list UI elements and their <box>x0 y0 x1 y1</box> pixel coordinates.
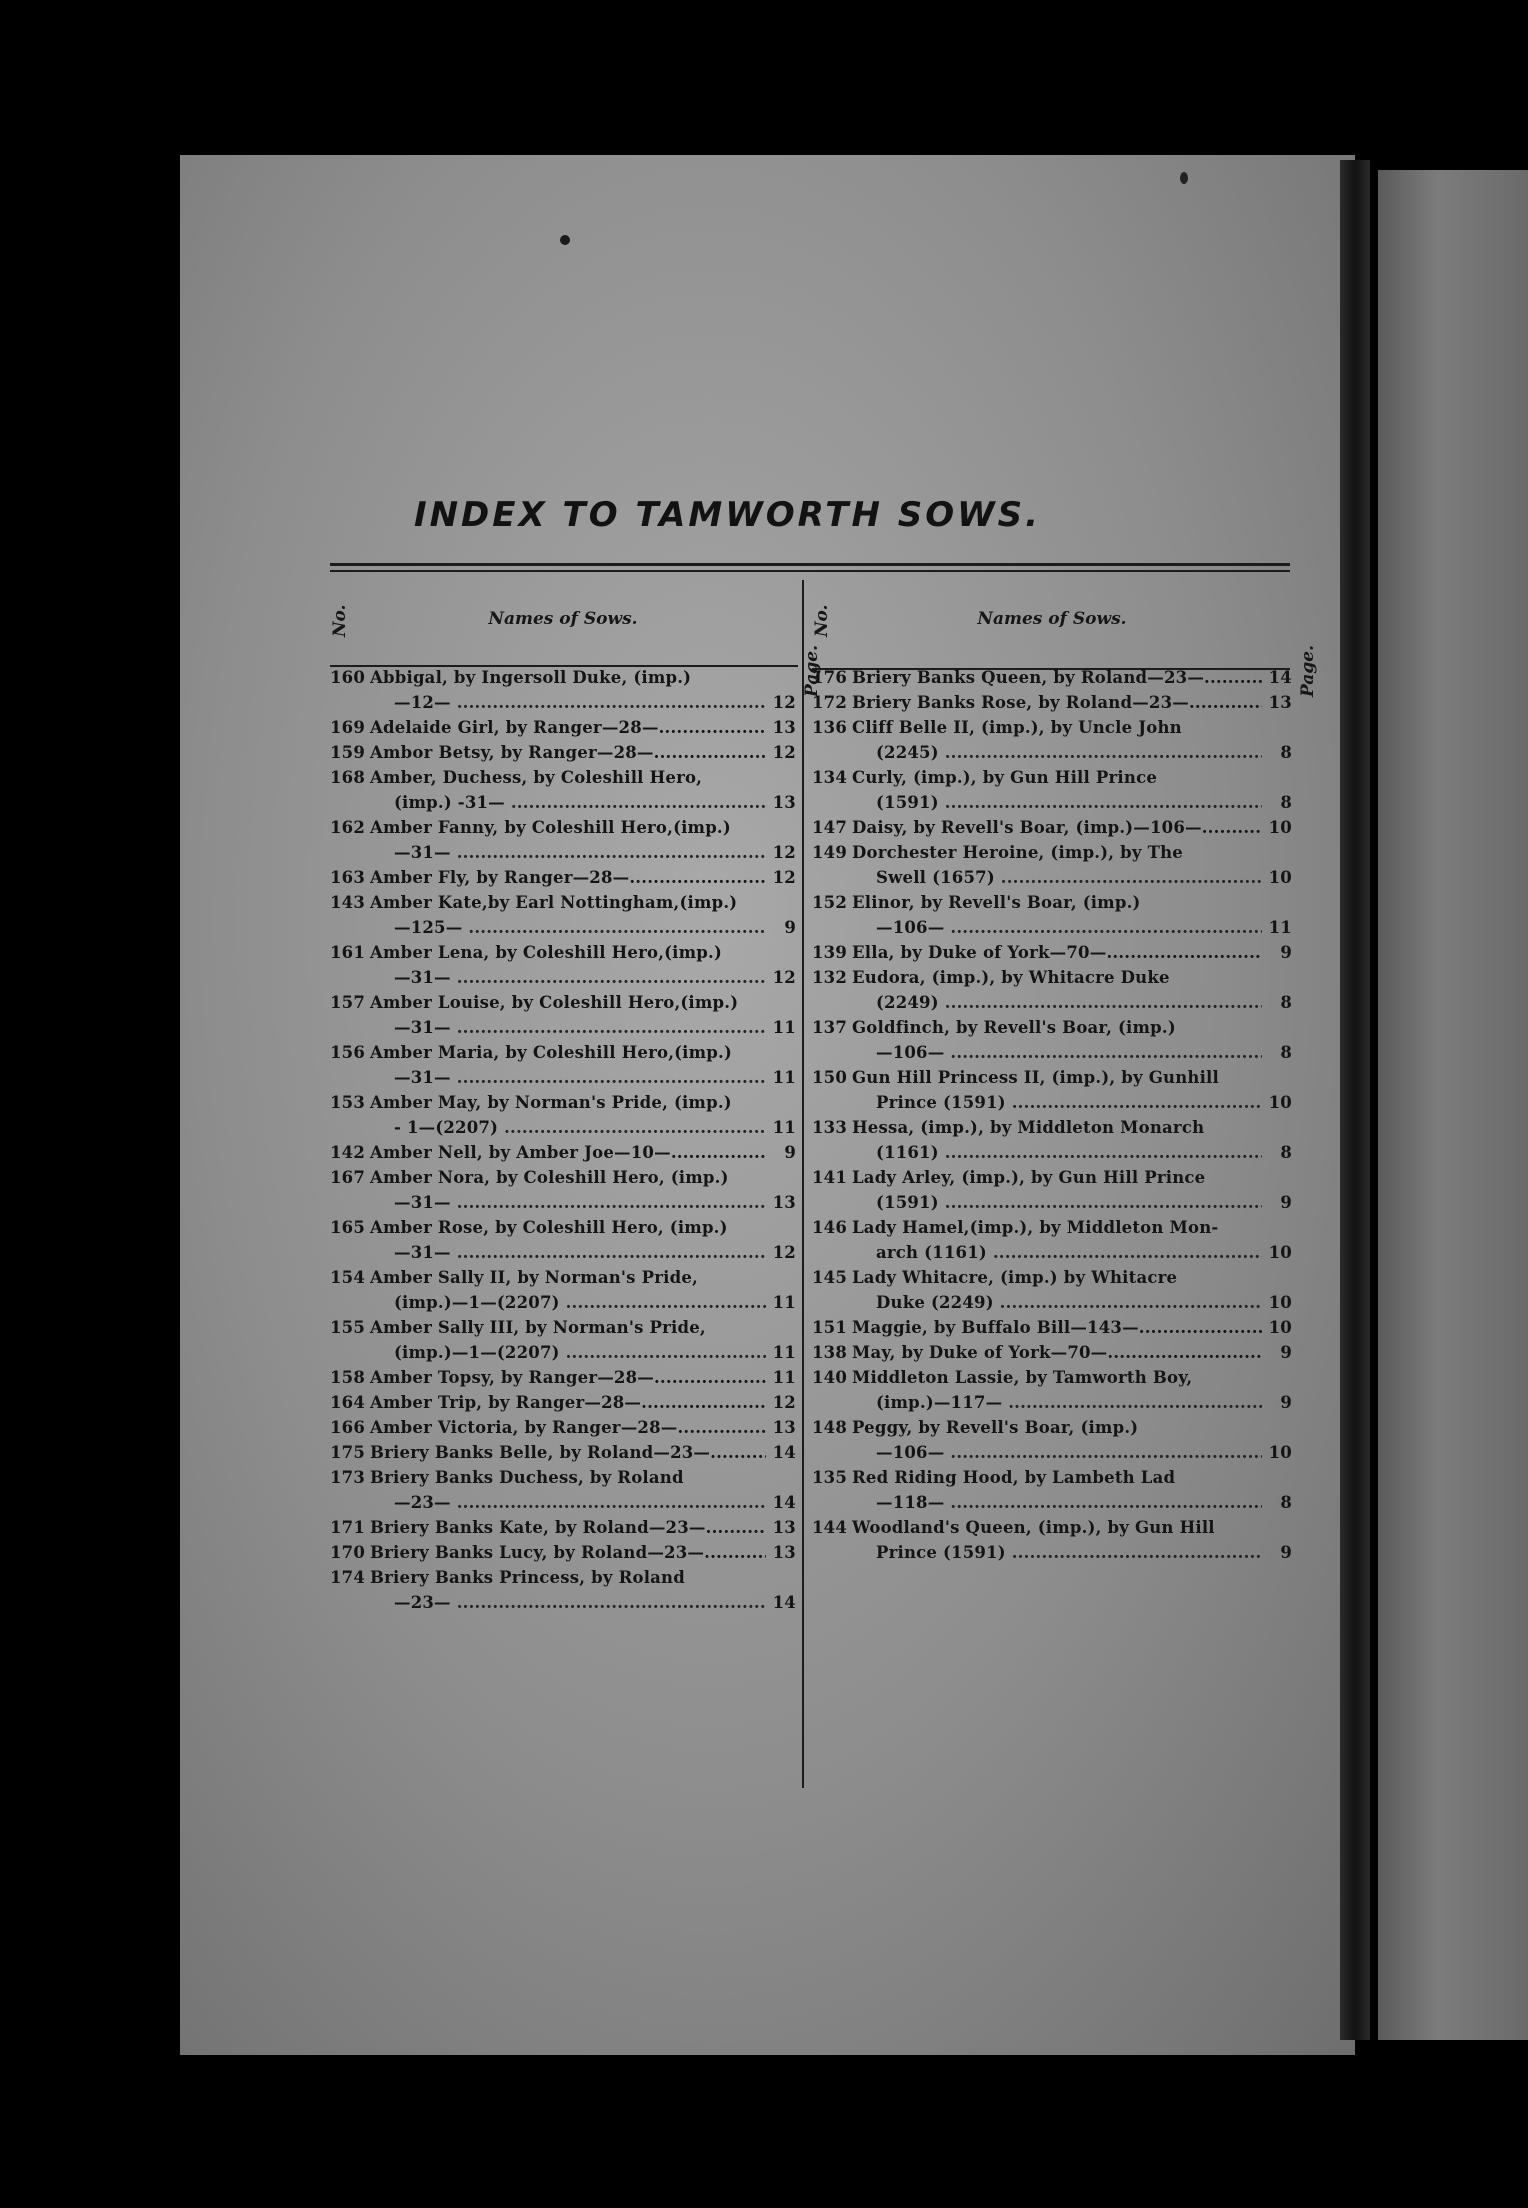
index-entry <box>330 740 796 765</box>
entry-number: 163 <box>330 868 366 887</box>
entry-name: Briery Banks Lucy, by Roland—23— <box>370 1543 705 1562</box>
entry-page: 9 <box>784 918 796 937</box>
entry-page: 12 <box>772 743 796 762</box>
index-entry <box>330 1315 796 1365</box>
dot-leader <box>629 865 766 890</box>
entry-page: 12 <box>772 968 796 987</box>
entry-name: Amber Kate,by Earl Nottingham,(imp.) <box>370 893 738 912</box>
entry-page: 9 <box>784 1143 796 1162</box>
entry-name: Ella, by Duke of York—70— <box>852 943 1107 962</box>
dot-leader <box>1107 1340 1262 1365</box>
entry-number: 139 <box>812 943 848 962</box>
entry-continuation: (imp.)—1—(2207) ..... <box>330 1340 766 1365</box>
entry-page: 8 <box>1280 793 1292 812</box>
entry-number: 154 <box>330 1268 366 1287</box>
entry-number: 134 <box>812 768 848 787</box>
entry-number: 167 <box>330 1168 366 1187</box>
entry-name: Amber Louise, by Coleshill Hero,(imp.) <box>370 993 739 1012</box>
index-entry <box>812 1065 1292 1115</box>
dot-leader <box>641 1390 766 1415</box>
entry-name: Amber Sally III, by Norman's Pride, <box>370 1318 706 1337</box>
entry-number: 171 <box>330 1518 366 1537</box>
entry-name: Eudora, (imp.), by Whitacre Duke <box>852 968 1170 987</box>
entry-number: 161 <box>330 943 366 962</box>
entry-name: Amber Lena, by Coleshill Hero,(imp.) <box>370 943 722 962</box>
entry-page: 10 <box>1268 1293 1292 1312</box>
index-entry <box>812 1465 1292 1515</box>
dot-leader <box>1189 690 1262 715</box>
index-entry <box>812 1165 1292 1215</box>
entry-name: Red Riding Hood, by Lambeth Lad <box>852 1468 1176 1487</box>
entry-page: 12 <box>772 843 796 862</box>
entry-number: 144 <box>812 1518 848 1537</box>
entry-page: 14 <box>772 1493 796 1512</box>
entry-number: 175 <box>330 1443 366 1462</box>
entry-continuation: Prince (1591) ..... <box>812 1540 1262 1565</box>
entry-number: 174 <box>330 1568 366 1587</box>
entry-continuation: (imp.)—1—(2207) ..... <box>330 1290 766 1315</box>
page-title: INDEX TO TAMWORTH SOWS. <box>413 495 1042 535</box>
entry-page: 11 <box>772 1293 796 1312</box>
entry-number: 169 <box>330 718 366 737</box>
entry-page: 13 <box>772 1543 796 1562</box>
dot-leader <box>1202 815 1262 840</box>
dot-leader <box>671 1140 766 1165</box>
entry-number: 160 <box>330 668 366 687</box>
entry-number: 153 <box>330 1093 366 1112</box>
entry-name: Lady Arley, (imp.), by Gun Hill Prince <box>852 1168 1206 1187</box>
header-page: Page. <box>802 645 822 697</box>
entry-page: 10 <box>1268 818 1292 837</box>
entry-page: 11 <box>1268 918 1292 937</box>
index-entry <box>812 1215 1292 1265</box>
dot-leader <box>659 715 766 740</box>
entry-name: Curly, (imp.), by Gun Hill Prince <box>852 768 1158 787</box>
top-rule-thin <box>330 570 1290 572</box>
entry-number: 157 <box>330 993 366 1012</box>
entry-number: 156 <box>330 1043 366 1062</box>
entry-page: 10 <box>1268 1093 1292 1112</box>
index-entry <box>330 1440 796 1465</box>
entry-continuation: (1591) ..... <box>812 790 1262 815</box>
entry-name: Amber Victoria, by Ranger—28— <box>370 1418 678 1437</box>
entry-page: 11 <box>772 1118 796 1137</box>
entry-number: 155 <box>330 1318 366 1337</box>
entry-number: 172 <box>812 693 848 712</box>
entry-page: 14 <box>1268 668 1292 687</box>
entry-page: 13 <box>772 1418 796 1437</box>
entry-page: 13 <box>1268 693 1292 712</box>
index-entry <box>330 765 796 815</box>
ink-spot <box>560 235 570 245</box>
index-entry <box>812 965 1292 1015</box>
index-entry <box>812 1315 1292 1340</box>
entry-name: May, by Duke of York—70— <box>852 1343 1108 1362</box>
column-divider <box>802 580 804 1788</box>
entry-continuation: (2245) ..... <box>812 740 1262 765</box>
entry-name: Ambor Betsy, by Ranger—28— <box>370 743 654 762</box>
entry-page: 14 <box>772 1443 796 1462</box>
entry-number: 159 <box>330 743 366 762</box>
index-entry <box>812 1015 1292 1065</box>
entry-number: 143 <box>330 893 366 912</box>
index-entry <box>330 1565 796 1615</box>
dot-leader <box>1204 665 1262 690</box>
entry-name: Elinor, by Revell's Boar, (imp.) <box>852 893 1141 912</box>
entry-name: Lady Whitacre, (imp.) by Whitacre <box>852 1268 1178 1287</box>
entry-page: 8 <box>1280 1143 1292 1162</box>
entry-continuation: Prince (1591) ..... <box>812 1090 1262 1115</box>
scanned-page <box>180 155 1355 2055</box>
entry-page: 13 <box>772 718 796 737</box>
index-entry <box>330 1140 796 1165</box>
entry-continuation: —31— ..... <box>330 1190 766 1215</box>
index-entry <box>330 715 796 740</box>
entry-number: 149 <box>812 843 848 862</box>
entry-page: 8 <box>1280 1493 1292 1512</box>
entry-number: 150 <box>812 1068 848 1087</box>
index-entry <box>330 990 796 1040</box>
index-entry <box>330 1540 796 1565</box>
index-entry <box>330 1090 796 1140</box>
entry-name: Briery Banks Belle, by Roland—23— <box>370 1443 711 1462</box>
dot-leader <box>677 1415 766 1440</box>
entry-page: 9 <box>1280 1193 1292 1212</box>
entry-page: 10 <box>1268 1318 1292 1337</box>
header-names: Names of Sows. <box>977 609 1127 629</box>
entry-number: 170 <box>330 1543 366 1562</box>
index-entry <box>812 1365 1292 1415</box>
entry-page: 9 <box>1280 1543 1292 1562</box>
entry-continuation: Duke (2249) ..... <box>812 1290 1262 1315</box>
dot-leader <box>1106 940 1262 965</box>
index-entry <box>330 1390 796 1415</box>
index-entry <box>330 1265 796 1315</box>
header-no: No. <box>812 604 832 637</box>
index-entry <box>330 1465 796 1515</box>
entry-name: Briery Banks Queen, by Roland—23— <box>852 668 1205 687</box>
entry-page: 11 <box>772 1068 796 1087</box>
dot-leader <box>706 1515 766 1540</box>
entry-continuation: Swell (1657) ..... <box>812 865 1262 890</box>
top-rule <box>330 563 1290 566</box>
dot-leader <box>1139 1315 1262 1340</box>
entry-number: 165 <box>330 1218 366 1237</box>
entry-page: 11 <box>772 1018 796 1037</box>
entry-page: 10 <box>1268 1243 1292 1262</box>
entry-page: 9 <box>1280 1343 1292 1362</box>
entry-page: 13 <box>772 793 796 812</box>
index-entry <box>812 890 1292 940</box>
entry-name: Peggy, by Revell's Boar, (imp.) <box>852 1418 1139 1437</box>
header-no: No. <box>330 604 350 637</box>
entry-continuation: —23— ..... <box>330 1490 766 1515</box>
index-entry <box>812 690 1292 715</box>
entry-number: 162 <box>330 818 366 837</box>
entry-continuation: - 1—(2207) ..... <box>330 1115 766 1140</box>
entry-page: 14 <box>772 1593 796 1612</box>
entry-name: Amber Nora, by Coleshill Hero, (imp.) <box>370 1168 729 1187</box>
entry-name: Adelaide Girl, by Ranger—28— <box>370 718 659 737</box>
index-entry <box>330 940 796 990</box>
entry-number: 135 <box>812 1468 848 1487</box>
entry-page: 9 <box>1280 1393 1292 1412</box>
entry-number: 141 <box>812 1168 848 1187</box>
index-entry <box>330 865 796 890</box>
index-entry <box>330 1365 796 1390</box>
index-entry <box>812 765 1292 815</box>
entry-name: Gun Hill Princess II, (imp.), by Gunhill <box>852 1068 1219 1087</box>
entry-name: Amber Rose, by Coleshill Hero, (imp.) <box>370 1218 728 1237</box>
entry-name: Maggie, by Buffalo Bill—143— <box>852 1318 1139 1337</box>
facing-page-edge <box>1378 170 1528 2040</box>
index-column-right <box>812 575 1318 1565</box>
entry-number: 145 <box>812 1268 848 1287</box>
entry-name: Abbigal, by Ingersoll Duke, (imp.) <box>370 668 692 687</box>
entry-continuation: —31— ..... <box>330 965 766 990</box>
entry-name: Briery Banks Duchess, by Roland <box>370 1468 684 1487</box>
entry-page: 10 <box>1268 1443 1292 1462</box>
entry-number: 142 <box>330 1143 366 1162</box>
entry-number: 148 <box>812 1418 848 1437</box>
entry-continuation: —106— ..... <box>812 1040 1262 1065</box>
entry-number: 138 <box>812 1343 848 1362</box>
index-entry <box>330 1515 796 1540</box>
entry-page: 13 <box>772 1193 796 1212</box>
entry-name: Amber Topsy, by Ranger—28— <box>370 1368 654 1387</box>
index-entry <box>330 665 796 715</box>
dot-leader <box>704 1540 766 1565</box>
entry-number: 176 <box>812 668 848 687</box>
index-entry <box>812 1115 1292 1165</box>
header-page: Page. <box>1298 645 1318 697</box>
entry-name: Woodland's Queen, (imp.), by Gun Hill <box>852 1518 1215 1537</box>
entry-continuation: —31— ..... <box>330 840 766 865</box>
entry-name: Amber, Duchess, by Coleshill Hero, <box>370 768 703 787</box>
entry-name: Cliff Belle II, (imp.), by Uncle John <box>852 718 1182 737</box>
entry-number: 133 <box>812 1118 848 1137</box>
book-gutter <box>1340 160 1370 2040</box>
entry-name: Briery Banks Princess, by Roland <box>370 1568 685 1587</box>
entry-page: 12 <box>772 868 796 887</box>
index-entry <box>812 940 1292 965</box>
entry-name: Amber Sally II, by Norman's Pride, <box>370 1268 698 1287</box>
entry-page: 12 <box>772 693 796 712</box>
entry-continuation: —12— ..... <box>330 690 766 715</box>
entry-name: Briery Banks Rose, by Roland—23— <box>852 693 1189 712</box>
index-entry <box>330 1415 796 1440</box>
entry-page: 12 <box>772 1393 796 1412</box>
entry-page: 8 <box>1280 743 1292 762</box>
entry-number: 132 <box>812 968 848 987</box>
entry-name: Amber Nell, by Amber Joe—10— <box>370 1143 671 1162</box>
entry-page: 11 <box>772 1368 796 1387</box>
entry-page: 10 <box>1268 868 1292 887</box>
index-column-left <box>330 575 822 1615</box>
entry-list-right <box>812 665 1292 1565</box>
entry-continuation: —125— ..... <box>330 915 766 940</box>
index-entry <box>812 1415 1292 1465</box>
entry-name: Lady Hamel,(imp.), by Middleton Mon- <box>852 1218 1219 1237</box>
entry-page: 8 <box>1280 1043 1292 1062</box>
entry-name: Amber Trip, by Ranger—28— <box>370 1393 642 1412</box>
entry-name: Amber Fly, by Ranger—28— <box>370 868 630 887</box>
index-entry <box>330 1040 796 1090</box>
index-entry <box>812 815 1292 840</box>
entry-page: 11 <box>772 1343 796 1362</box>
entry-number: 147 <box>812 818 848 837</box>
entry-number: 140 <box>812 1368 848 1387</box>
entry-name: Middleton Lassie, by Tamworth Boy, <box>852 1368 1193 1387</box>
index-entry <box>812 840 1292 890</box>
entry-name: Dorchester Heroine, (imp.), by The <box>852 843 1183 862</box>
entry-number: 168 <box>330 768 366 787</box>
dot-leader <box>654 740 766 765</box>
entry-continuation: (1161) ..... <box>812 1140 1262 1165</box>
header-names: Names of Sows. <box>488 609 638 629</box>
index-entry <box>812 665 1292 690</box>
entry-number: 158 <box>330 1368 366 1387</box>
entry-number: 151 <box>812 1318 848 1337</box>
entry-name: Amber May, by Norman's Pride, (imp.) <box>370 1093 732 1112</box>
entry-list-left <box>330 665 796 1615</box>
dot-leader <box>710 1440 766 1465</box>
entry-continuation: (2249) ..... <box>812 990 1262 1015</box>
entry-number: 164 <box>330 1393 366 1412</box>
entry-name: Hessa, (imp.), by Middleton Monarch <box>852 1118 1205 1137</box>
entry-number: 136 <box>812 718 848 737</box>
entry-continuation: —31— ..... <box>330 1240 766 1265</box>
index-entry <box>330 1215 796 1265</box>
entry-continuation: —106— ..... <box>812 1440 1262 1465</box>
entry-continuation: (1591) ..... <box>812 1190 1262 1215</box>
entry-name: Daisy, by Revell's Boar, (imp.)—106— <box>852 818 1202 837</box>
entry-page: 12 <box>772 1243 796 1262</box>
entry-continuation: —118— ..... <box>812 1490 1262 1515</box>
entry-name: Amber Maria, by Coleshill Hero,(imp.) <box>370 1043 732 1062</box>
entry-name: Briery Banks Kate, by Roland—23— <box>370 1518 706 1537</box>
entry-continuation: (imp.)—117— ..... <box>812 1390 1262 1415</box>
index-entry <box>812 1265 1292 1315</box>
entry-name: Goldfinch, by Revell's Boar, (imp.) <box>852 1018 1176 1037</box>
entry-continuation: arch (1161) ..... <box>812 1240 1262 1265</box>
index-entry <box>330 1165 796 1215</box>
entry-name: Amber Fanny, by Coleshill Hero,(imp.) <box>370 818 731 837</box>
entry-continuation: (imp.) -31— ..... <box>330 790 766 815</box>
entry-number: 137 <box>812 1018 848 1037</box>
entry-page: 13 <box>772 1518 796 1537</box>
index-entry <box>330 890 796 940</box>
entry-number: 166 <box>330 1418 366 1437</box>
entry-continuation: —31— ..... <box>330 1015 766 1040</box>
index-entry <box>812 715 1292 765</box>
entry-continuation: —23— ..... <box>330 1590 766 1615</box>
entry-number: 152 <box>812 893 848 912</box>
index-entry <box>330 815 796 865</box>
entry-page: 9 <box>1280 943 1292 962</box>
entry-continuation: —31— ..... <box>330 1065 766 1090</box>
entry-continuation: —106— ..... <box>812 915 1262 940</box>
entry-number: 146 <box>812 1218 848 1237</box>
entry-page: 8 <box>1280 993 1292 1012</box>
dot-leader <box>654 1365 766 1390</box>
index-entry <box>812 1340 1292 1365</box>
ink-spot <box>1180 172 1188 184</box>
entry-number: 173 <box>330 1468 366 1487</box>
index-entry <box>812 1515 1292 1565</box>
